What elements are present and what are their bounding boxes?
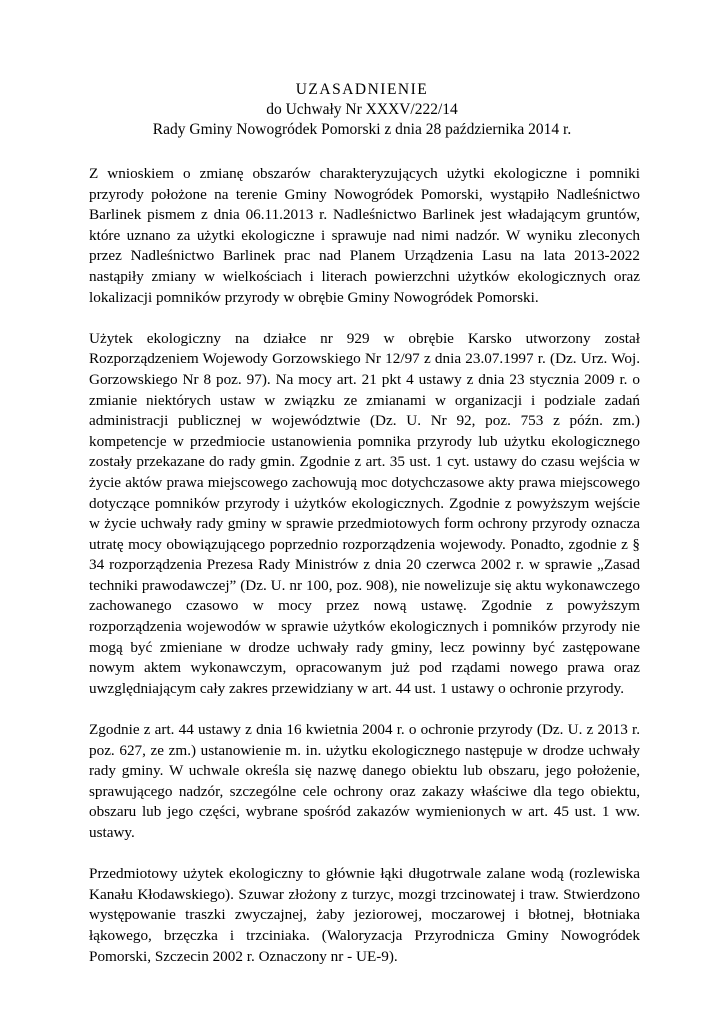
paragraph-2: Użytek ekologiczny na działce nr 929 w obrębie Karsko utworzony został Rozporządzeniem Wojewody Gorzowskiego Nr 12/97 z dnia 23.07.1997 r. (Dz. Urz. Woj. Gorzowskiego Nr 8 poz. 97). Na mocy art. 21 pkt 4 ustawy z dnia 23 stycznia 2009 r. o zmianie niektórych ustaw w związku ze zmianami w organizacji i podziale zadań administracji publicznej w województwie (Dz. U. Nr 92, poz. 753 z późn. zm.) kompetencje w przedmiocie ustanowienia pomnika przyrody lub użytku ekologicznego zostały przekazane do rady gmin. Zgodnie z art. 35 ust. 1 cyt. ustawy do czasu wejścia w życie aktów prawa miejscowego zachowują moc dotychczasowe akty prawa miejscowego dotyczące pomników przyrody i użytków ekologicznych. Zgodnie z powyższym wejście w życie uchwały rady gminy w sprawie przedmiotowych form ochrony przyrody oznacza utratę mocy obowiązującego poprzednio rozporządzenia wojewody. Ponadto, zgodnie z § 34 rozporządzenia Prezesa Rady Ministrów z dnia 20 czerwca 2002 r. w sprawie „Zasad techniki prawodawczej” (Dz. U. nr 100, poz. 908), nie nowelizuje się aktu wykonawczego zachowanego czasowo w mocy przez nową ustawę. Zgodnie z powyższym rozporządzenia wojewodów w sprawie użytków ekologicznych i pomników przyrody nie mogą być zmieniane w drodze uchwały rady gminy, lecz powinny być zastępowane nowym aktem wykonawczym, opracowanym już pod rządami nowego prawa oraz uwzględniającym cały zakres przewidziany w art. 44 ust. 1 ustawy o ochronie przyrody. [89, 329, 640, 697]
document-title: UZASADNIENIE [295, 81, 429, 98]
document-body [89, 164, 640, 988]
council-date-line: Rady Gminy Nowogródek Pomorski z dnia 28 października 2014 r. [152, 121, 572, 138]
paragraph-4: Przedmiotowy użytek ekologiczny to głównie łąki długotrwale zalane wodą (rozlewiska Kanału Kłodawskiego). Szuwar złożony z turzyc, mozgi trzcinowatej i traw. Stwierdzono występowanie traszki zwyczajnej, żaby jeziorowej, moczarowej i błotnej, błotniaka łąkowego, brzęczka i trzciniaka. (Waloryzacja Przyrodnicza Gminy Nowogródek Pomorski, Szczecin 2002 r. Oznaczony nr - UE-9). [89, 865, 640, 965]
paragraph-3: Zgodnie z art. 44 ustawy z dnia 16 kwietnia 2004 r. o ochronie przyrody (Dz. U. z 2013 r. poz. 627, ze zm.) ustanowienie m. in. użytku ekologicznego następuje w drodze uchwały rady gminy. W uchwale określa się nazwę danego obiektu lub obszaru, jego położenie, sprawującego nadzór, szczególne cele ochrony oraz zakazy właściwe dla tego obiektu, obszaru lub jego części, wybrane spośród zakazów wymienionych w art. 45 ust. 1 ww. ustawy. [89, 721, 640, 841]
document-header [0, 80, 724, 140]
resolution-reference: do Uchwały Nr XXXV/222/14 [266, 101, 458, 118]
paragraph-1: Z wnioskiem o zmianę obszarów charakteryzujących użytki ekologiczne i pomniki przyrody położone na terenie Gminy Nowogródek Pomorski, wystąpiło Nadleśnictwo Barlinek pismem z dnia 06.11.2013 r. Nadleśnictwo Barlinek jest władającym gruntów, które uznano za użytki ekologiczne i sprawuje nad nimi nadzór. W wyniku zleconych przez Nadleśnictwo Barlinek prac nad Planem Urządzenia Lasu na lata 2013-2022 nastąpiły zmiany w wielkościach i literach powierzchni użytków ekologicznych oraz lokalizacji pomników przyrody w obrębie Gminy Nowogródek Pomorski. [89, 165, 640, 306]
